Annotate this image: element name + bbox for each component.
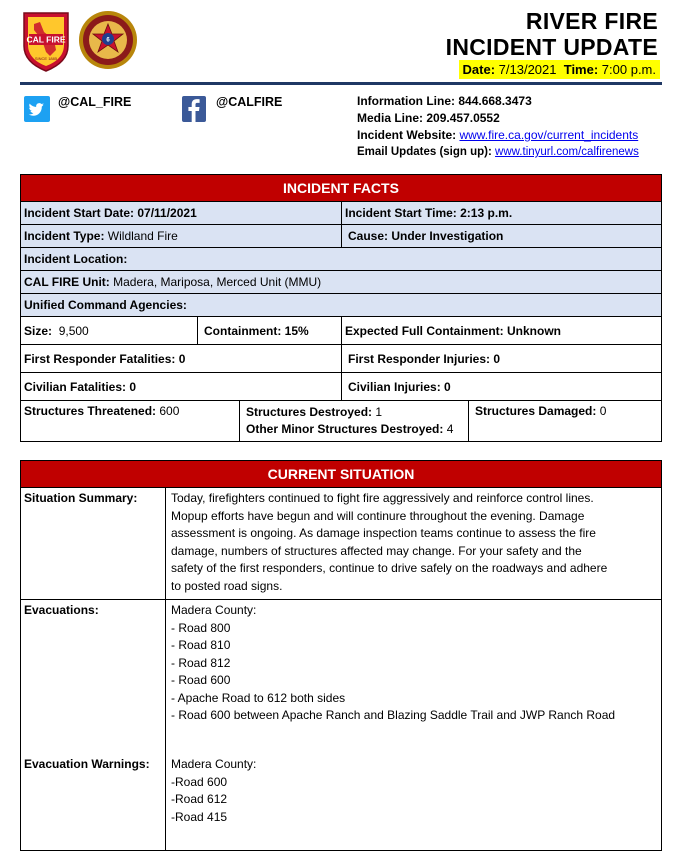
incident-facts-table (20, 174, 662, 442)
facts-row-unit (21, 271, 661, 294)
minor-structures-destroyed-label: Other Minor Structures Destroyed: (246, 422, 444, 436)
email-updates (357, 144, 639, 161)
incident-facts-heading: INCIDENT FACTS (21, 175, 661, 202)
time-label: Time: (563, 62, 599, 77)
current-situation-heading: CURRENT SITUATION (21, 461, 661, 488)
warning-item: -Road 415 (171, 809, 228, 824)
facts-row-start (21, 202, 661, 225)
date-time-banner (459, 60, 660, 79)
evacuation-item: Madera County: (171, 603, 257, 617)
incident-cause: Cause: Under Investigation (341, 225, 661, 247)
info-line (357, 93, 532, 110)
facts-row-type (21, 225, 661, 248)
evacuation-item: - Road 810 (171, 638, 231, 652)
facebook-f-icon[interactable] (182, 96, 206, 122)
facts-row-agencies (21, 294, 661, 317)
date-label: Date: (462, 62, 496, 77)
incident-start-time: Incident Start Time: 2:13 p.m. (341, 202, 661, 224)
evacuation-warnings-list (171, 756, 256, 826)
summary-line: damage, numbers of structures affected may change. For your safety and the (171, 543, 582, 558)
incident-type-label: Incident Type: (24, 229, 105, 243)
evacuation-item: - Road 812 (171, 655, 231, 670)
situation-summary-text (166, 488, 661, 599)
unified-command-agencies: Unified Command Agencies: (24, 298, 187, 312)
incident-type-value: Wildland Fire (107, 229, 178, 243)
evacuations-label: Evacuations: (24, 603, 99, 617)
first-responder-injuries: First Responder Injuries: 0 (341, 345, 661, 372)
containment: Containment: 15% (197, 317, 341, 344)
svg-text:CAL FIRE: CAL FIRE (26, 34, 66, 45)
evacuations-label-cell (21, 600, 166, 850)
structures-destroyed (239, 401, 468, 441)
svg-text:SINCE 1885: SINCE 1885 (34, 56, 58, 61)
evacuation-item: - Road 600 (171, 673, 231, 687)
media-line-value: 209.457.0552 (426, 111, 500, 125)
structures-threatened (21, 401, 239, 441)
info-line-value: 844.668.3473 (458, 94, 532, 108)
evacuations-row (21, 600, 661, 850)
incident-location: Incident Location: (24, 252, 128, 266)
structures-threatened-value: 600 (159, 404, 180, 418)
warning-item: -Road 612 (171, 792, 228, 806)
evacuation-item: - Apache Road to 612 both sides (171, 690, 346, 705)
media-line-label: Media Line: (357, 111, 424, 125)
facts-row-civilians (21, 373, 661, 401)
time-value: 7:00 p.m. (601, 62, 656, 77)
twitter-handle[interactable]: @CAL_FIRE (58, 95, 132, 109)
svg-text:6: 6 (106, 37, 110, 44)
facts-row-responders (21, 345, 661, 373)
expected-full-containment: Expected Full Containment: Unknown (341, 317, 661, 344)
facts-row-size (21, 317, 661, 345)
warning-item: -Road 600 (171, 774, 228, 789)
fire-size-value: 9,500 (58, 323, 89, 338)
report-title: RIVER FIRE (525, 8, 658, 34)
cal-fire-seal-logo (78, 10, 138, 70)
summary-line: Mopup efforts have begun and will continure throughout the evening. Damage (171, 508, 585, 523)
email-label: Email Updates (sign up): (357, 146, 492, 158)
website-label: Incident Website: (357, 128, 457, 142)
situation-summary-row (21, 488, 661, 600)
incident-start-date: Incident Start Date: 07/11/2021 (24, 206, 197, 220)
facebook-handle[interactable]: @CALFIRE (216, 95, 283, 109)
media-line (357, 110, 500, 127)
first-responder-fatalities: First Responder Fatalities: 0 (24, 351, 186, 366)
twitter-bird-icon[interactable] (24, 96, 50, 122)
incident-type (21, 225, 341, 247)
structures-damaged (468, 401, 661, 441)
civilian-injuries: Civilian Injuries: 0 (341, 373, 661, 400)
summary-line: Today, firefighters continued to fight fire aggressively and reinforce control lines. (171, 491, 594, 505)
website-link[interactable]: www.fire.ca.gov/current_incidents (459, 128, 639, 142)
summary-line: to posted road signs. (171, 578, 283, 593)
structures-damaged-label: Structures Damaged: (475, 404, 597, 418)
structures-destroyed-label: Structures Destroyed: (246, 405, 373, 419)
structures-damaged-value: 0 (599, 404, 607, 418)
cal-fire-shield-logo (20, 10, 72, 72)
cal-fire-unit-value: Madera, Mariposa, Merced Unit (MMU) (113, 275, 322, 289)
summary-line: safety of the first responders, continue to drive safely on the roadways and adhere (171, 561, 608, 575)
minor-structures-destroyed-value: 4 (446, 422, 454, 436)
situation-summary-label: Situation Summary: (21, 488, 166, 599)
structures-destroyed-value: 1 (375, 405, 383, 419)
info-line-label: Information Line: (357, 94, 455, 108)
evacuation-item: - Road 800 (171, 620, 231, 635)
date-value: 7/13/2021 (498, 62, 557, 77)
structures-threatened-label: Structures Threatened: (24, 404, 157, 418)
civilian-fatalities: Civilian Fatalities: 0 (24, 379, 137, 394)
facts-row-location (21, 248, 661, 271)
cal-fire-unit (21, 271, 661, 293)
header-divider (20, 82, 662, 85)
cal-fire-unit-label: CAL FIRE Unit: (24, 275, 110, 289)
warning-item: Madera County: (171, 757, 257, 771)
facts-row-structures (21, 401, 661, 441)
evacuation-list (171, 602, 656, 725)
summary-line: assessment is ongoing. As damage inspection teams continue to assess the fire (171, 526, 596, 540)
evacuation-warnings-label: Evacuation Warnings: (24, 757, 150, 771)
fire-size-label: Size: (24, 323, 53, 338)
evacuation-item: - Road 600 between Apache Ranch and Blazing Saddle Trail and JWP Ranch Road (171, 708, 616, 722)
email-signup-link[interactable]: www.tinyurl.com/calfirenews (495, 146, 639, 158)
incident-website (357, 127, 638, 144)
evacuations-body (166, 600, 661, 850)
report-subtitle: INCIDENT UPDATE (445, 34, 658, 60)
fire-size (21, 317, 197, 344)
current-situation-table (20, 460, 662, 851)
